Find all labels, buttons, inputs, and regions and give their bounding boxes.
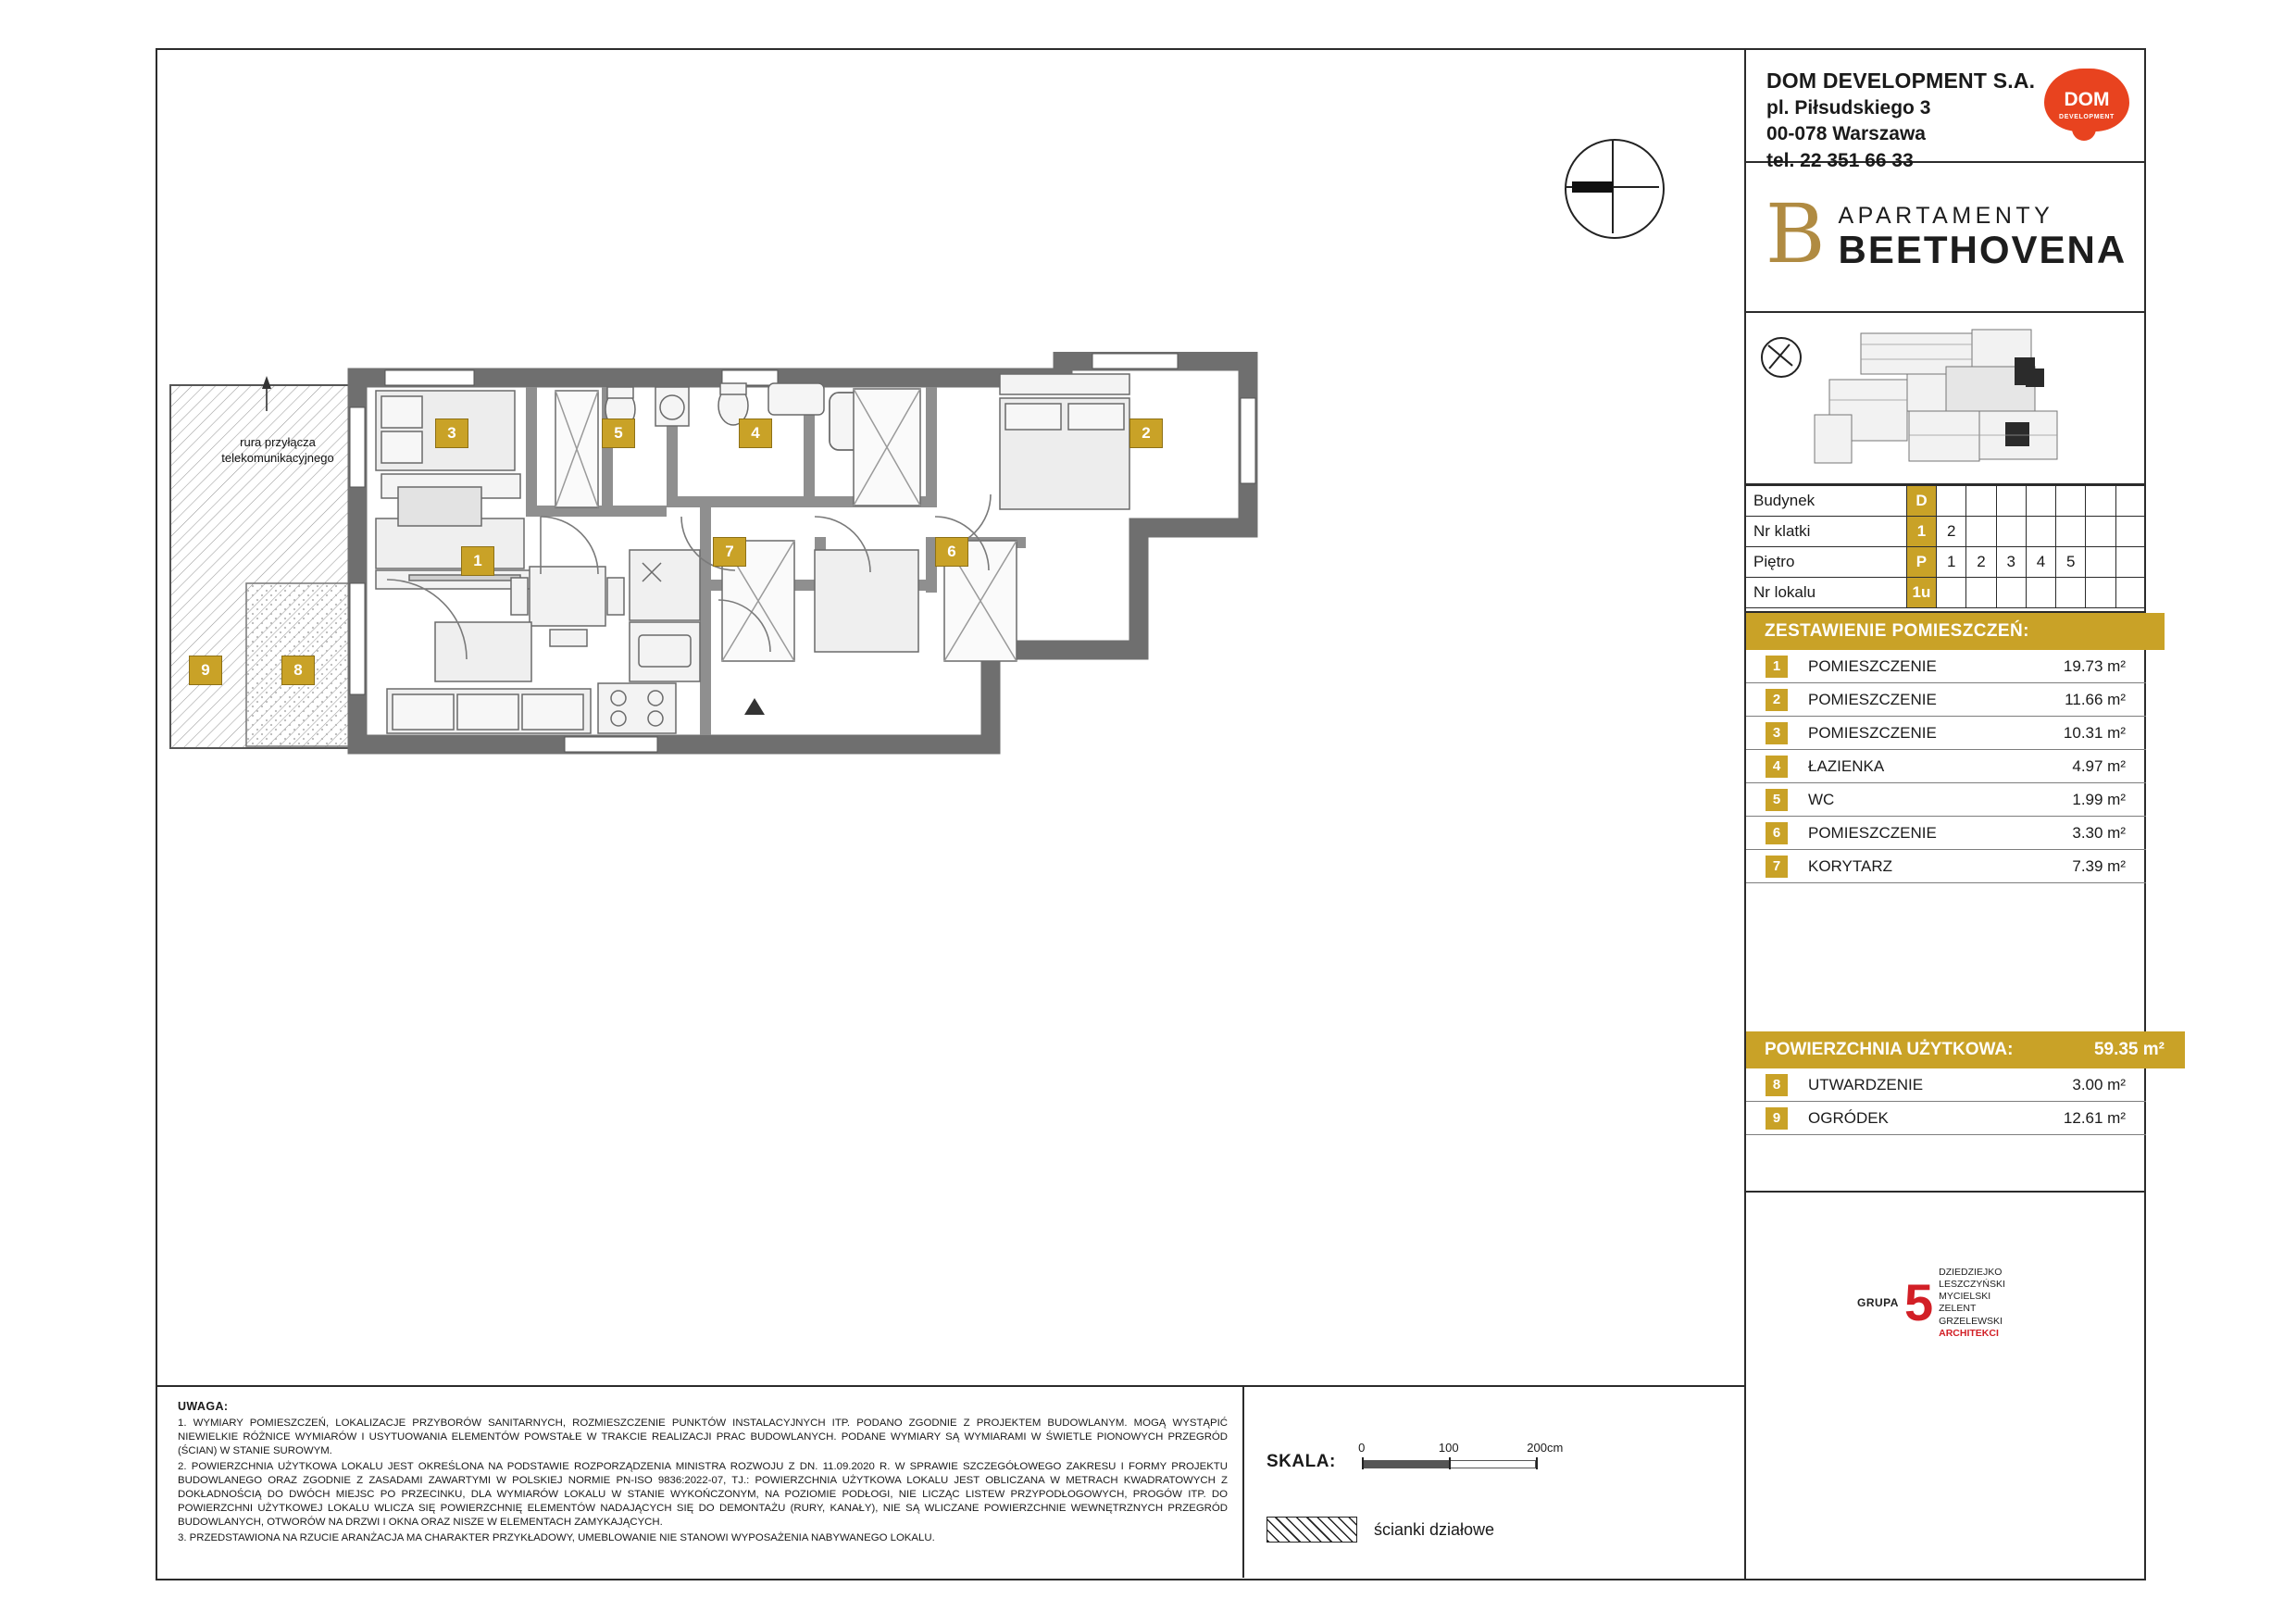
room-label-4: 4 (739, 418, 772, 448)
locator-value-selected[interactable]: 1 (1906, 517, 1936, 547)
key-plan-svg (1807, 326, 2113, 474)
brand-line-2: BEETHOVENA (1838, 228, 2128, 272)
room-number: 2 (1766, 689, 1788, 711)
room-area: 3.30 m² (2015, 817, 2146, 850)
table-row (1746, 1102, 2146, 1135)
table-row (1746, 817, 2146, 850)
notes-block (157, 1385, 1242, 1578)
company-address-2: 00-078 Warszawa (1766, 123, 1926, 145)
legend-label: ścianki działowe (1374, 1519, 1495, 1539)
room-number: 5 (1766, 789, 1788, 811)
compass-icon (1565, 139, 1665, 239)
table-row (1746, 683, 2146, 717)
room-number: 7 (1766, 856, 1788, 878)
extra-areas-table (1746, 1068, 2146, 1193)
room-name: UTWARDZENIE (1799, 1068, 2007, 1102)
locator-value-selected[interactable]: 1u (1906, 578, 1936, 608)
room-label-3: 3 (435, 418, 468, 448)
room-number: 1 (1766, 656, 1788, 678)
note-item: 3. PRZEDSTAWIONA NA RZUCIE ARANŻACJA MA CHARAKTER PRZYKŁADOWY, UMEBLOWANIE NIE STANOWI WYPOSAŻENIA NABYWANEGO LOKALU. (178, 1532, 935, 1544)
company-address-1: pl. Piłsudskiego 3 (1766, 97, 1931, 119)
room-area: 11.66 m² (2015, 683, 2146, 717)
scale-tick-2: 200cm (1527, 1441, 1564, 1455)
locator-row-budynek (1746, 486, 2146, 517)
logo-text: DOM (2064, 89, 2110, 110)
room-name: OGRÓDEK (1799, 1102, 2007, 1135)
room-number: 6 (1766, 822, 1788, 844)
room-label-1: 1 (461, 546, 494, 576)
room-name: POMIESZCZENIE (1799, 717, 2015, 750)
room-name: POMIESZCZENIE (1799, 683, 2015, 717)
note-item: 2. POWIERZCHNIA UŻYTKOWA LOKALU JEST OKREŚLONA NA PODSTAWIE ROZPORZĄDZENIA MINISTRA ROZWOJU Z DN. 11.09.2020 R. W SPRAWIE SZCZEGÓŁOWEGO ZAKRESU I FORMY PROJEKTU BUDOWLANEGO ORAZ ZGODNIE Z ZASADAMI ZAWARTYMI W POLSKIEJ NORMIE PN-ISO 9836:2022-07, TJ.: POWIERZCHNIA UŻYTKOWA LOKALU JEST OBLICZANA W METRACH KWADRATOWYCH Z DOKŁADNOŚCIĄ DO DWÓCH MIEJSC PO PRZECINKU, DLA WYMIARÓW LOKALU W STANIE WYKOŃCZONYM, NA POZIOMIE PODŁOGI, NIE LICZĄC LISTEW PRZYPODŁOGOWYCH, PROGÓW ITP. DO POWIERZCHNI UŻYTKOWEJ LOKALU WLICZA SIĘ POWIERZCHNIĘ ELEMENTÓW NADAJĄCYCH SIĘ DO DEMONTAŻU (RURY, KANAŁY), NIE SĄ WLICZANE POWIERZCHNIE WEWNĘTRZNYCH PRZEGRÓD BUDOWLANYCH, OTWORÓW NA DRZWI I OKNA ORAZ NISZE W ELEMENTACH ZAMYKAJĄCYCH. (178, 1461, 1228, 1529)
logo-subtext: DEVELOPMENT (2059, 114, 2115, 121)
brand-line-1: APARTAMENTY (1838, 203, 2054, 230)
scale-tick-0: 0 (1358, 1441, 1366, 1455)
company-name: DOM DEVELOPMENT S.A. (1766, 69, 2036, 93)
scale-bar (1349, 1441, 1588, 1472)
table-row (1746, 750, 2146, 783)
architects-group-label: GRUPA (1857, 1296, 1899, 1310)
room-number: 8 (1766, 1074, 1788, 1096)
room-area: 3.00 m² (2007, 1068, 2146, 1102)
architect-name: LESZCZYŃSKI (1939, 1279, 2005, 1291)
locator-label: Piętro (1746, 547, 1906, 578)
locator-option[interactable]: 2 (1966, 547, 1996, 578)
note-item: 1. WYMIARY POMIESZCZEŃ, LOKALIZACJE PRZYBORÓW SANITARNYCH, ROZMIESZCZENIE PUNKTÓW INSTALACYJNYCH ITP. PODANO ZGODNIE Z PROJEKTEM BUDOWLANYM. MOGĄ WYSTĄPIĆ NIEWIELKIE RÓŻNICE WYMIARÓW I USYTUOWANIA ELEMENTÓW POWSTAŁE W TRAKCIE REALIZACJI PRAC BUDOWLANYCH. PODANE WYMIARY SĄ WYMIARAMI W ŚWIETLE PIONOWYCH PRZEGRÓD (ŚCIAN) W STANIE SUROWYM. (178, 1418, 1228, 1457)
room-area: 12.61 m² (2007, 1102, 2146, 1135)
room-number: 4 (1766, 756, 1788, 778)
locator-label: Nr klatki (1746, 517, 1906, 547)
room-label-7: 7 (713, 537, 746, 567)
rooms-table (1746, 650, 2146, 1047)
room-label-9: 9 (189, 656, 222, 685)
room-name: ŁAZIENKA (1799, 750, 2015, 783)
title-block (1744, 50, 2165, 1579)
floor-plan (167, 352, 1722, 1018)
rooms-table-header: ZESTAWIENIE POMIESZCZEŃ: (1746, 613, 2165, 650)
locator-table (1746, 485, 2146, 613)
room-area: 4.97 m² (2015, 750, 2146, 783)
locator-label: Budynek (1746, 486, 1906, 517)
architect-name: ARCHITEKCI (1939, 1327, 1999, 1339)
room-area: 19.73 m² (2015, 650, 2146, 683)
room-name: POMIESZCZENIE (1799, 650, 2015, 683)
company-phone: tel. 22 351 66 33 (1766, 149, 1914, 171)
table-row (1746, 717, 2146, 750)
brand-monogram-icon: B (1765, 186, 1826, 281)
locator-row-klatka (1746, 517, 2146, 547)
rooms-table-empty-space (1746, 883, 2146, 1047)
room-number: 3 (1766, 722, 1788, 744)
room-area: 1.99 m² (2015, 783, 2146, 817)
key-plan (1746, 313, 2146, 485)
table-row (1746, 783, 2146, 817)
room-area: 7.39 m² (2015, 850, 2146, 883)
keyplan-compass-icon (1761, 337, 1800, 376)
locator-option[interactable]: 2 (1937, 517, 1966, 547)
room-name: WC (1799, 783, 2015, 817)
architect-name: MYCIELSKI (1939, 1291, 1991, 1303)
room-label-5: 5 (602, 418, 635, 448)
room-name: POMIESZCZENIE (1799, 817, 2015, 850)
legend-partition-walls (1267, 1517, 1494, 1543)
architect-name: DZIEDZIEJKO (1939, 1267, 2003, 1278)
architects-five: 5 (1903, 1273, 1934, 1332)
architect-name: ZELENT (1939, 1303, 1977, 1315)
total-usable-area (1746, 1031, 2185, 1068)
floor-plan-svg (167, 352, 1722, 1018)
table-row (1746, 1068, 2146, 1102)
scale-label: SKALA: (1267, 1452, 1336, 1471)
extra-table-empty-space (1746, 1135, 2146, 1193)
locator-option[interactable]: 3 (1996, 547, 2026, 578)
locator-label: Nr lokalu (1746, 578, 1906, 608)
project-brand (1746, 163, 2146, 313)
table-row (1746, 650, 2146, 683)
locator-option[interactable]: 1 (1937, 547, 1966, 578)
architect-name: GRZELEWSKI (1939, 1315, 2003, 1327)
plan-annotation-pipe: rura przyłącza telekomunikacyjnego (221, 435, 334, 465)
locator-option[interactable]: 5 (2056, 547, 2086, 578)
locator-option[interactable]: 4 (2026, 547, 2055, 578)
hatch-swatch-icon (1267, 1517, 1357, 1543)
total-label: POWIERZCHNIA UŻYTKOWA: (1765, 1040, 2014, 1059)
total-value: 59.35 m² (2093, 1040, 2165, 1059)
locator-value-selected[interactable]: P (1906, 547, 1936, 578)
room-area: 10.31 m² (2015, 717, 2146, 750)
room-label-6: 6 (935, 537, 968, 567)
locator-row-lokal (1746, 578, 2146, 608)
company-block (1746, 50, 2146, 171)
scale-legend-block (1242, 1385, 1744, 1578)
dom-development-logo (2044, 69, 2129, 135)
notes-title: UWAGA: (178, 1400, 229, 1413)
scale-tick-1: 100 (1438, 1441, 1459, 1455)
room-label-2: 2 (1129, 418, 1163, 448)
locator-value-selected[interactable]: D (1906, 486, 1936, 517)
table-row (1746, 850, 2146, 883)
room-label-8: 8 (281, 656, 315, 685)
room-name: KORYTARZ (1799, 850, 2015, 883)
architects-block (1746, 1248, 2146, 1339)
room-number: 9 (1766, 1107, 1788, 1130)
locator-row-pietro (1746, 547, 2146, 578)
